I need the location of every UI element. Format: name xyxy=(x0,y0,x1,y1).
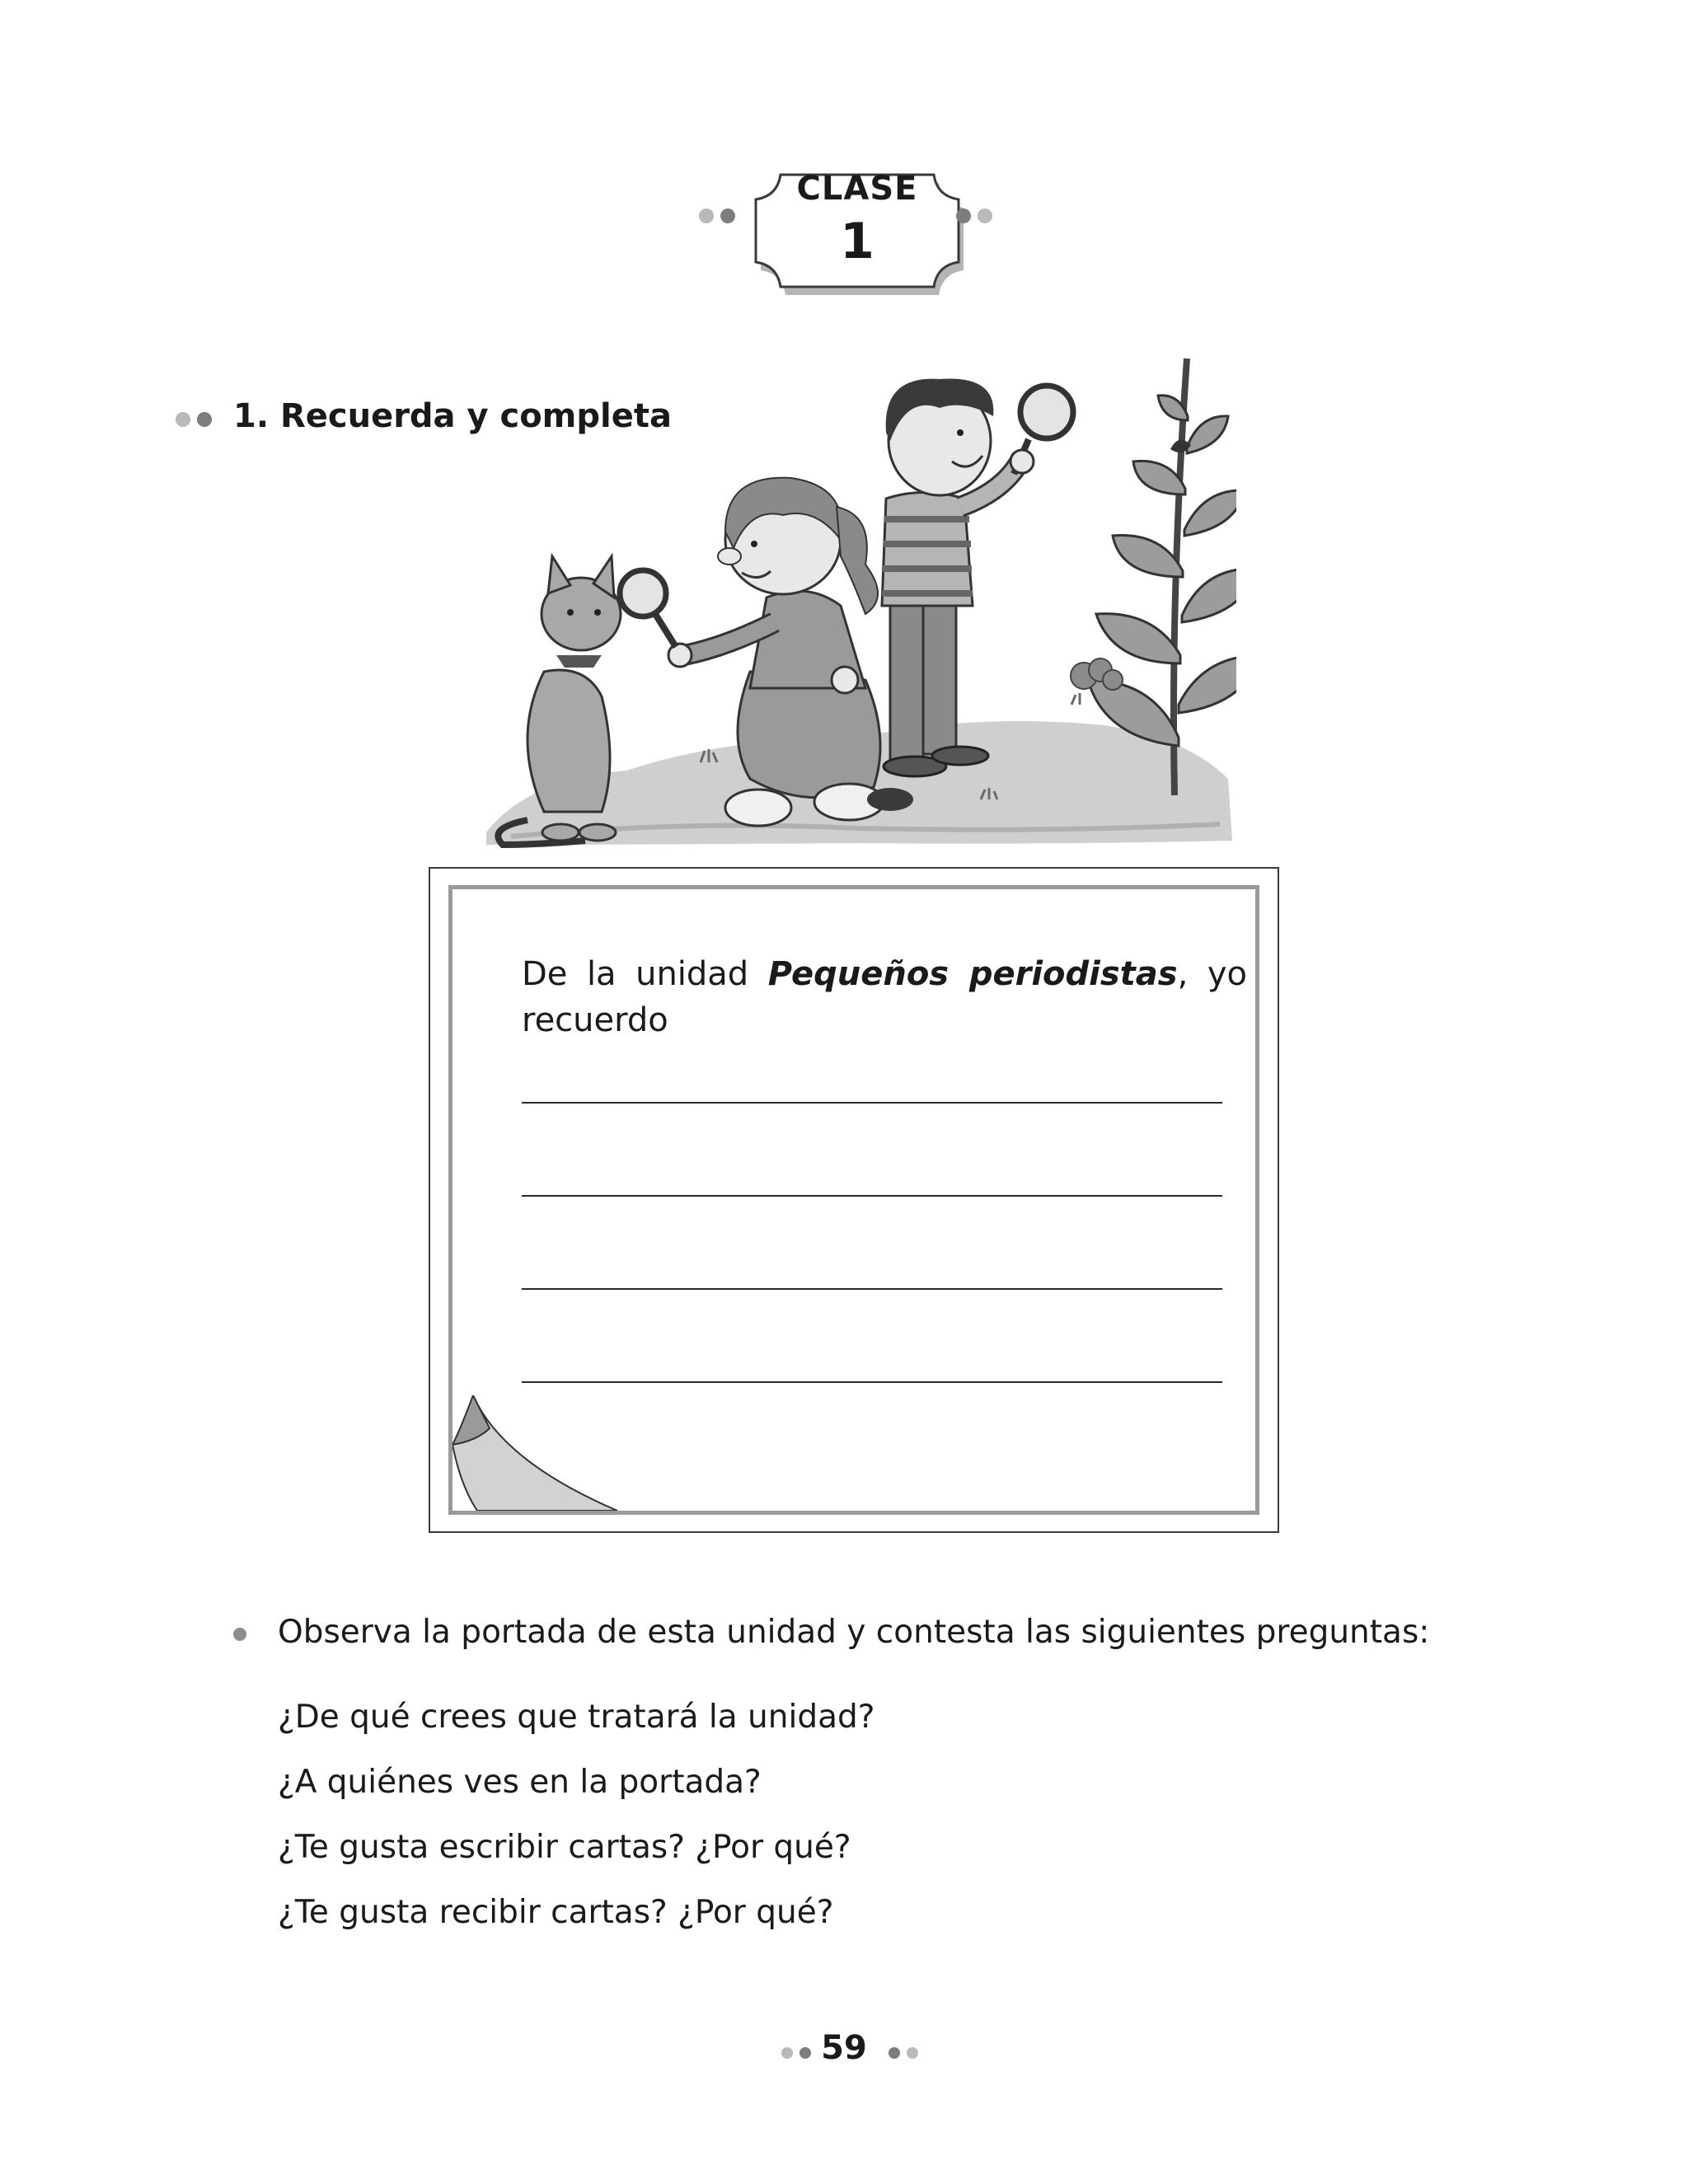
bullet-dot xyxy=(233,1628,246,1641)
section-title: 1. Recuerda y completa xyxy=(233,397,672,435)
note-frame xyxy=(448,885,1259,1515)
answer-line[interactable] xyxy=(522,1195,1222,1197)
page-curl-icon xyxy=(452,1395,626,1511)
lesson-badge xyxy=(746,157,1059,305)
badge-label: CLASE xyxy=(796,170,918,208)
dot xyxy=(956,209,971,223)
question-item: ¿Te gusta escribir cartas? ¿Por qué? xyxy=(278,1829,851,1866)
badge-number: 1 xyxy=(840,213,874,270)
note-box xyxy=(429,867,1279,1533)
answer-line[interactable] xyxy=(522,1102,1222,1104)
note-text-before: De la unidad xyxy=(522,955,768,993)
dot xyxy=(978,209,992,223)
unit-title: Pequeños periodistas xyxy=(767,955,1178,993)
dot xyxy=(176,412,190,427)
answer-line[interactable] xyxy=(522,1288,1222,1290)
note-prompt xyxy=(522,951,1247,1043)
dot xyxy=(699,209,714,223)
answer-line[interactable] xyxy=(522,1381,1222,1383)
dot xyxy=(197,412,212,427)
children-magnifying-glass-illustration xyxy=(478,350,1236,849)
question-item: ¿A quiénes ves en la portada? xyxy=(278,1764,762,1801)
dot xyxy=(720,209,735,223)
badge-dots-left xyxy=(699,209,735,223)
dot xyxy=(907,2047,918,2059)
question-list xyxy=(278,1698,874,1958)
section-dots xyxy=(176,412,212,427)
note-text-line2: recuerdo xyxy=(522,1001,668,1039)
question-item: ¿De qué crees que tratará la unidad? xyxy=(278,1699,875,1736)
instruction: Observa la portada de esta unidad y contesta las siguientes preguntas: xyxy=(278,1614,1430,1651)
note-text-after: , yo xyxy=(1177,955,1247,993)
dot xyxy=(889,2047,900,2059)
badge-dots-right xyxy=(956,209,992,223)
page-number: 59 xyxy=(821,2029,867,2067)
page-dots-right xyxy=(889,2047,918,2059)
boy-figure xyxy=(882,379,1073,776)
question-item: ¿Te gusta recibir cartas? ¿Por qué? xyxy=(278,1894,834,1931)
cat-icon xyxy=(498,556,621,845)
